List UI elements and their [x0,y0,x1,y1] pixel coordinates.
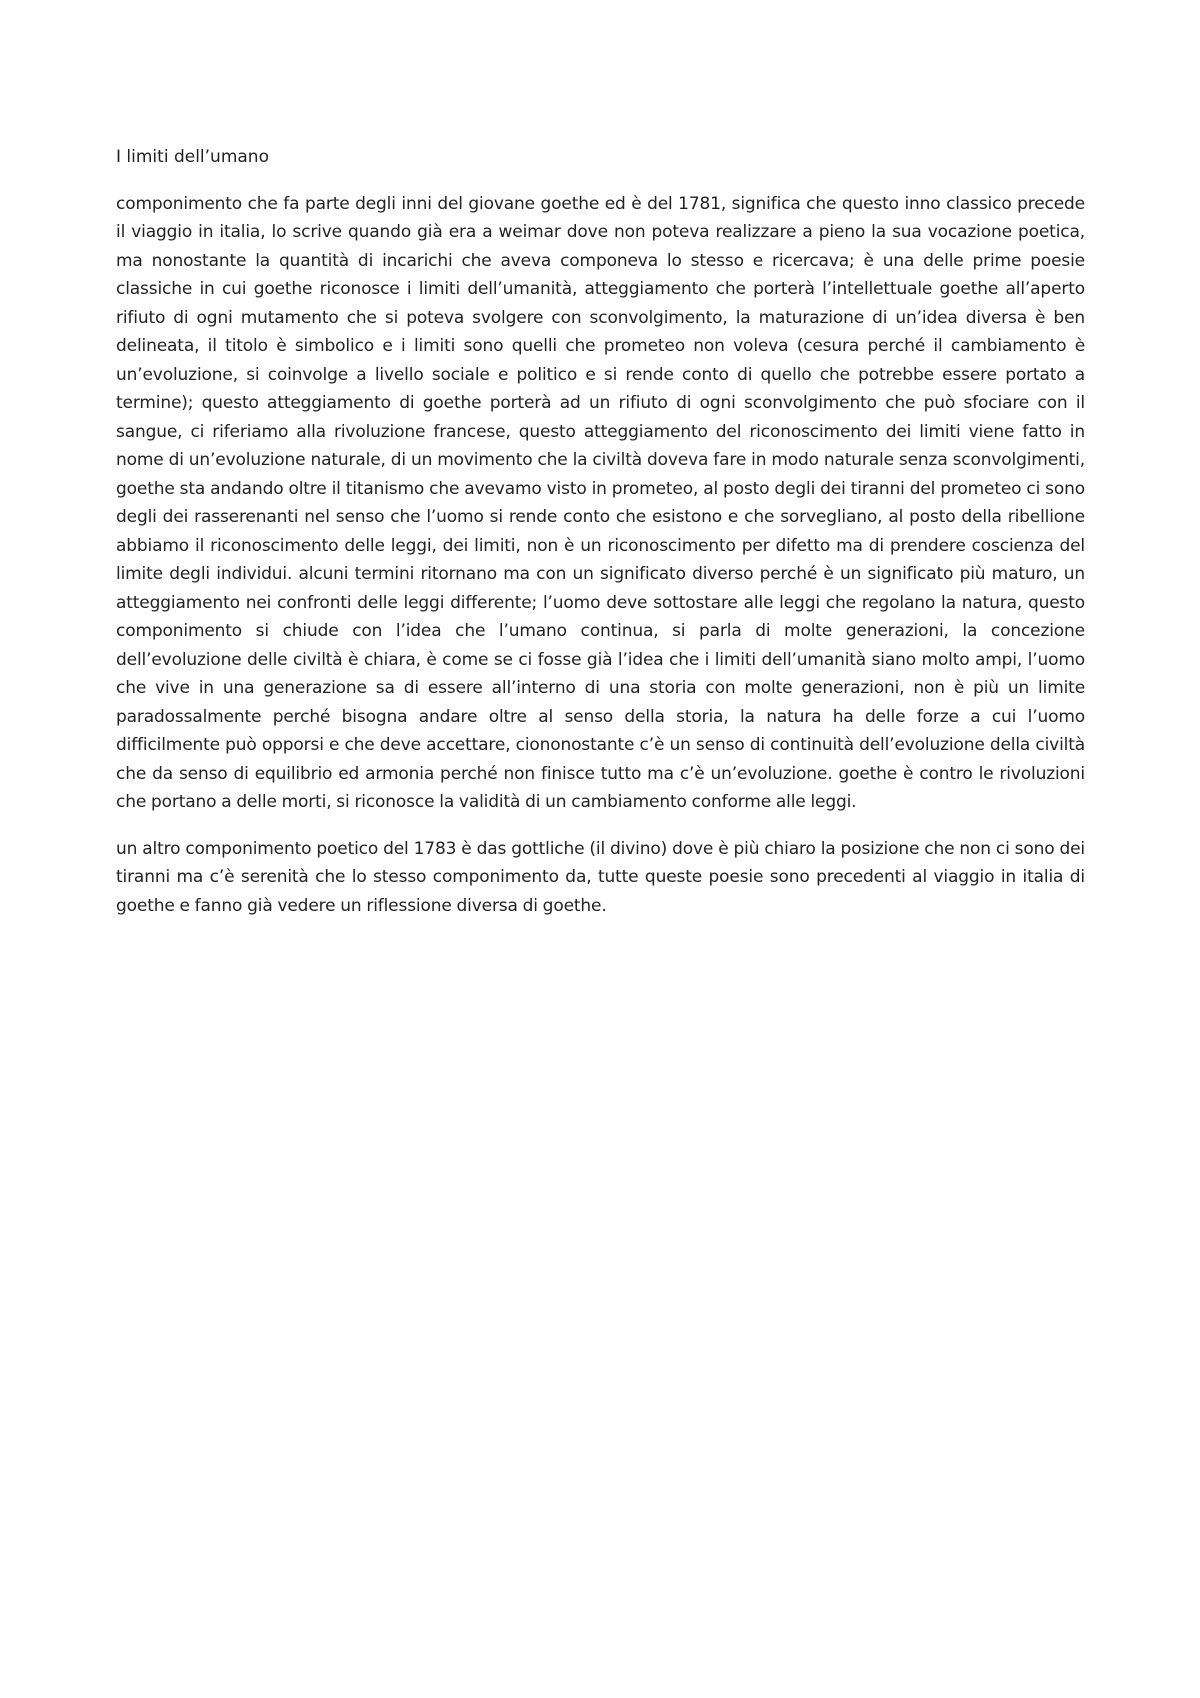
paragraph-1: componimento che fa parte degli inni del giovane goethe ed è del 1781, significa che questo inno classico precede il viaggio in italia, lo scrive quando già era a weimar dove non poteva realizzare a pieno la sua vocazione poetica, ma nonostante la quantità di incarichi che aveva componeva lo stesso e ricercava; è una delle prime poesie classiche in cui goethe riconosce i limiti dell’umanità, atteggiamento che porterà l’intellettuale goethe all’aperto rifiuto di ogni mutamento che si poteva svolgere con sconvolgimento, la maturazione di un’idea diversa è ben delineata, il titolo è simbolico e i limiti sono quelli che prometeo non voleva (cesura perché il cambiamento è un’evoluzione, si coinvolge a livello sociale e politico e si rende conto di quello che potrebbe essere portato a termine); questo atteggiamento di goethe porterà ad un rifiuto di ogni sconvolgimento che può sfociare con il sangue, ci riferiamo alla rivoluzione francese, questo atteggiamento del riconoscimento dei limiti viene fatto in nome di un’evoluzione naturale, di un movimento che la civiltà doveva fare in modo naturale senza sconvolgimenti, goethe sta andando oltre il titanismo che avevamo visto in prometeo, al posto degli dei tiranni del prometeo ci sono degli dei rasserenanti nel senso che l’uomo si rende conto che esistono e che sorvegliano, al posto della ribellione abbiamo il riconoscimento delle leggi, dei limiti, non è un riconoscimento per difetto ma di prendere coscienza del limite degli individui. alcuni termini ritornano ma con un significato diverso perché è un significato più maturo, un atteggiamento nei confronti delle leggi differente; l’uomo deve sottostare alle leggi che regolano la natura, questo componimento si chiude con l’idea che l’umano continua, si parla di molte generazioni, la concezione dell’evoluzione delle civiltà è chiara, è come se ci fosse già l’idea che i limiti dell’umanità siano molto ampi, l’uomo che vive in una generazione sa di essere all’interno di una storia con molte generazioni, non è più un limite paradossalmente perché bisogna andare oltre al senso della storia, la natura ha delle forze a cui l’uomo difficilmente può opporsi e che deve accettare, ciononostante c’è un senso di continuità dell’evoluzione della civiltà che da senso di equilibrio ed armonia perché non finisce tutto ma c’è un’evoluzione. goethe è contro le rivoluzioni che portano a delle morti, si riconosce la validità di un cambiamento conforme alle leggi. [116,193,1085,812]
paragraph-2: un altro componimento poetico del 1783 è das gottliche (il divino) dove è più chiaro la posizione che non ci sono dei tiranni ma c’è serenità che lo stesso componimento da, tutte queste poesie sono precedenti al viaggio in italia di goethe e fanno già vedere un riflessione diversa di goethe. [116,838,1085,916]
document-title: I limiti dell’umano [116,147,269,167]
document-body [116,143,1085,938]
